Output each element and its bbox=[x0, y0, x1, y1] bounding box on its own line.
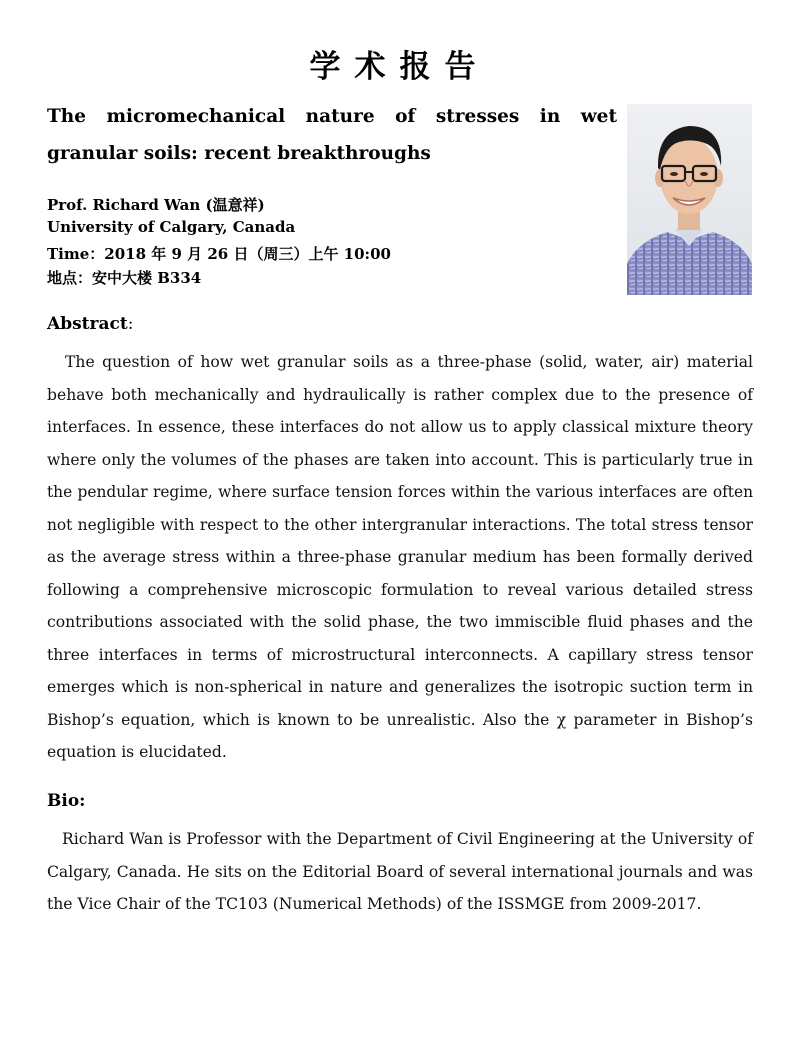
abstract-line: not negligible with respect to the other intergranular interactions. The total stress tensor bbox=[47, 515, 753, 534]
speaker-info bbox=[47, 194, 607, 289]
bio-heading: Bio: bbox=[47, 791, 86, 811]
abstract-line: equation is elucidated. bbox=[47, 743, 227, 761]
abstract-line: where only the volumes of the phases are taken into account. This is particularly true in bbox=[47, 450, 753, 469]
speaker-name: Prof. Richard Wan (温意祥) bbox=[47, 196, 265, 214]
abstract-line: three interfaces in terms of microstructural interconnects. A capillary stress tensor bbox=[47, 645, 753, 664]
speaker-affiliation: University of Calgary, Canada bbox=[47, 218, 296, 236]
abstract-line: as the average stress within a three-phase granular medium has been formally derived bbox=[47, 548, 753, 566]
abstract-body bbox=[47, 346, 753, 769]
speaker-photo bbox=[627, 104, 752, 295]
abstract-line: The question of how wet granular soils as a three-phase (solid, water, air) material bbox=[65, 353, 753, 371]
page-title: 学术报告 bbox=[309, 49, 490, 85]
abstract-line: behave both mechanically and hydraulically is rather complex due to the presence of bbox=[47, 385, 753, 404]
talk-title: The micromechanical nature of stresses in wet granular soils: recent breakthroughs bbox=[47, 106, 617, 164]
abstract-line: interfaces. In essence, these interfaces do not allow us to apply classical mixture theory bbox=[47, 418, 753, 436]
speaker-portrait-icon bbox=[627, 104, 752, 295]
bio-body bbox=[47, 823, 753, 921]
talk-time: Time：2018 年 9 月 26 日（周三）上午 10:00 bbox=[47, 245, 391, 263]
abstract-heading-label: Abstract bbox=[47, 314, 128, 334]
abstract-line: contributions associated with the solid phase, the two immiscible fluid phases and the bbox=[47, 613, 753, 631]
abstract-line: emerges which is non-spherical in nature and generalizes the isotropic suction term in bbox=[47, 678, 753, 696]
abstract-heading-colon: : bbox=[127, 314, 134, 334]
bio-line: Richard Wan is Professor with the Department of Civil Engineering at the University of bbox=[62, 830, 753, 848]
abstract-line: the pendular regime, where surface tension forces within the various interfaces are often bbox=[47, 483, 753, 501]
talk-location: 地点：安中大楼 B334 bbox=[47, 269, 202, 287]
abstract-heading bbox=[47, 312, 133, 336]
bio-line: the Vice Chair of the TC103 (Numerical Methods) of the ISSMGE from 2009-2017. bbox=[47, 895, 702, 913]
bio-line: Calgary, Canada. He sits on the Editorial Board of several international journals and was bbox=[47, 862, 753, 881]
abstract-line: following a comprehensive microscopic formulation to reveal various detailed stress bbox=[47, 580, 753, 599]
abstract-line: Bishop’s equation, which is known to be unrealistic. Also the χ parameter in Bishop’s bbox=[47, 710, 753, 729]
